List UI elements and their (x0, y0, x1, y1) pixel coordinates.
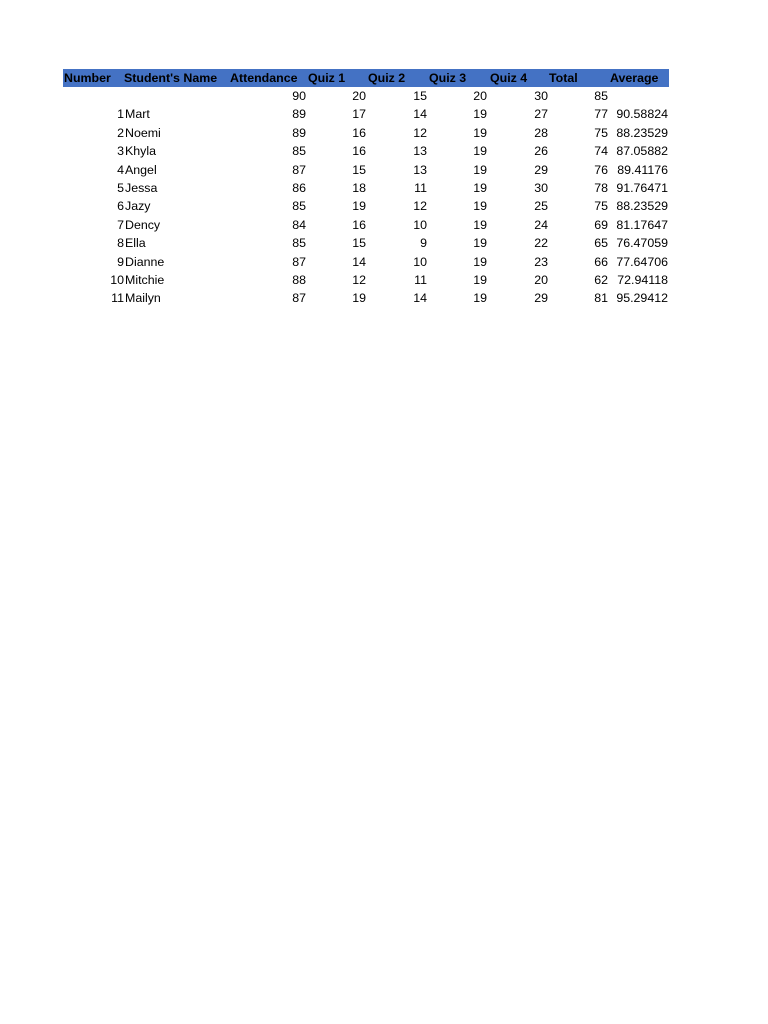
cell-attendance: 89 (292, 107, 306, 122)
cell-average: 90.58824 (616, 107, 668, 122)
cell-attendance: 85 (292, 199, 306, 214)
max-quiz2: 15 (413, 89, 427, 103)
cell-number: 10 (110, 272, 124, 287)
cell-average: 95.29412 (616, 291, 668, 306)
cell-average: 88.23529 (616, 125, 668, 140)
cell-attendance: 86 (292, 180, 306, 195)
max-quiz1: 20 (352, 89, 366, 103)
grade-sheet (63, 69, 669, 308)
cell-quiz2: 12 (413, 199, 427, 214)
cell-quiz4: 29 (534, 162, 548, 177)
header-number: Number (64, 71, 111, 85)
header-quiz3: Quiz 3 (429, 71, 467, 85)
cell-quiz2: 11 (414, 180, 427, 195)
cell-name: Dianne (125, 254, 165, 269)
max-total: 85 (594, 89, 608, 103)
cell-attendance: 87 (292, 254, 306, 269)
max-score-row (63, 87, 669, 105)
cell-average: 87.05882 (616, 144, 668, 159)
cell-quiz4: 24 (534, 217, 548, 232)
header-quiz1: Quiz 1 (308, 71, 346, 85)
cell-name: Mailyn (125, 291, 161, 306)
cell-total: 62 (594, 272, 608, 287)
cell-name: Khyla (125, 144, 156, 159)
cell-total: 81 (594, 291, 608, 306)
cell-total: 78 (594, 180, 608, 195)
student-rows (63, 105, 669, 307)
cell-quiz4: 20 (534, 272, 548, 287)
cell-quiz4: 29 (534, 291, 548, 306)
cell-total: 69 (594, 217, 608, 232)
cell-quiz1: 16 (352, 144, 366, 159)
cell-quiz3: 19 (473, 254, 487, 269)
cell-total: 75 (594, 199, 608, 214)
cell-attendance: 84 (292, 217, 306, 232)
cell-number: 3 (117, 144, 124, 159)
table-row (63, 216, 669, 234)
cell-average: 76.47059 (616, 236, 668, 251)
max-attendance: 90 (292, 89, 306, 103)
cell-attendance: 85 (292, 144, 306, 159)
cell-total: 74 (594, 144, 608, 159)
cell-quiz1: 15 (352, 236, 366, 251)
cell-quiz2: 14 (413, 291, 427, 306)
table-row (63, 142, 669, 160)
cell-average: 91.76471 (616, 180, 668, 195)
cell-quiz2: 12 (413, 125, 427, 140)
cell-quiz3: 19 (473, 144, 487, 159)
cell-name: Noemi (125, 125, 161, 140)
header-quiz2: Quiz 2 (368, 71, 406, 85)
cell-average: 89.41176 (617, 162, 668, 177)
cell-quiz3: 19 (473, 199, 487, 214)
cell-attendance: 85 (292, 236, 306, 251)
cell-attendance: 87 (292, 162, 306, 177)
cell-quiz3: 19 (473, 272, 487, 287)
cell-quiz1: 17 (352, 107, 366, 122)
cell-total: 66 (594, 254, 608, 269)
cell-quiz3: 19 (473, 217, 487, 232)
cell-name: Angel (125, 162, 157, 177)
cell-quiz2: 10 (413, 254, 427, 269)
table-row (63, 179, 669, 197)
cell-number: 2 (117, 125, 124, 140)
cell-total: 77 (594, 107, 608, 122)
cell-attendance: 89 (292, 125, 306, 140)
cell-name: Mitchie (125, 272, 165, 287)
cell-quiz1: 15 (352, 162, 366, 177)
cell-name: Mart (125, 107, 150, 122)
cell-quiz4: 28 (534, 125, 548, 140)
max-quiz4: 30 (534, 89, 548, 103)
cell-name: Dency (125, 217, 161, 232)
cell-average: 77.64706 (616, 254, 668, 269)
cell-quiz3: 19 (473, 236, 487, 251)
cell-quiz4: 26 (534, 144, 548, 159)
header-total: Total (549, 71, 578, 85)
cell-number: 9 (117, 254, 124, 269)
cell-quiz4: 22 (534, 236, 548, 251)
cell-total: 75 (594, 125, 608, 140)
cell-number: 4 (117, 162, 124, 177)
cell-quiz3: 19 (473, 180, 487, 195)
cell-total: 65 (594, 236, 608, 251)
table-row (63, 161, 669, 179)
cell-number: 1 (117, 107, 124, 122)
cell-total: 76 (594, 162, 608, 177)
cell-quiz3: 19 (473, 107, 487, 122)
cell-attendance: 88 (292, 272, 306, 287)
cell-quiz4: 27 (534, 107, 548, 122)
table-row (63, 197, 669, 215)
cell-quiz1: 16 (352, 217, 366, 232)
cell-quiz2: 10 (413, 217, 427, 232)
cell-quiz4: 23 (534, 254, 548, 269)
cell-quiz4: 25 (534, 199, 548, 214)
table-row (63, 105, 669, 123)
cell-quiz1: 19 (352, 199, 366, 214)
cell-number: 6 (117, 199, 124, 214)
cell-number: 8 (117, 236, 124, 251)
cell-quiz2: 11 (414, 272, 427, 287)
cell-number: 7 (117, 217, 124, 232)
cell-quiz2: 13 (413, 144, 427, 159)
table-row (63, 253, 669, 271)
table-row (63, 289, 669, 307)
cell-name: Jazy (125, 199, 151, 214)
cell-average: 72.94118 (617, 272, 668, 287)
cell-number: 11 (111, 291, 124, 306)
cell-attendance: 87 (292, 291, 306, 306)
max-quiz3: 20 (473, 89, 487, 103)
cell-quiz2: 13 (413, 162, 427, 177)
cell-quiz4: 30 (534, 180, 548, 195)
cell-quiz1: 14 (352, 254, 366, 269)
cell-quiz3: 19 (473, 125, 487, 140)
cell-average: 81.17647 (616, 217, 668, 232)
cell-quiz1: 16 (352, 125, 366, 140)
table-row (63, 271, 669, 289)
cell-quiz1: 12 (352, 272, 366, 287)
cell-average: 88.23529 (616, 199, 668, 214)
table-row (63, 234, 669, 252)
header-average: Average (610, 71, 659, 85)
cell-quiz3: 19 (473, 162, 487, 177)
cell-quiz2: 14 (413, 107, 427, 122)
cell-quiz2: 9 (420, 236, 427, 251)
header-name: Student's Name (124, 71, 218, 85)
table-row (63, 124, 669, 142)
cell-name: Ella (125, 236, 146, 251)
cell-name: Jessa (125, 180, 158, 195)
header-row (63, 69, 669, 87)
header-quiz4: Quiz 4 (490, 71, 528, 85)
cell-quiz1: 19 (352, 291, 366, 306)
cell-quiz1: 18 (352, 180, 366, 195)
header-attendance: Attendance (230, 71, 298, 85)
cell-number: 5 (117, 180, 124, 195)
cell-quiz3: 19 (473, 291, 487, 306)
